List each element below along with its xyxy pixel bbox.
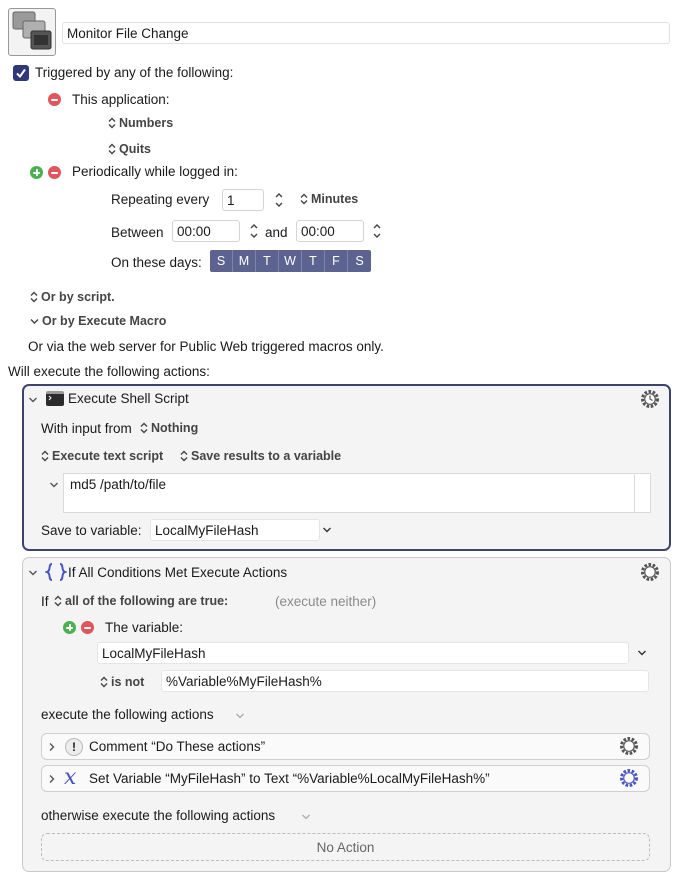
compare-value-field[interactable]: %Variable%MyFileHash%: [161, 670, 649, 692]
day-sunday[interactable]: S: [210, 250, 233, 272]
application-popup[interactable]: [108, 116, 173, 130]
terminal-prompt-glyph: [46, 394, 64, 406]
updown-chevron-icon: [108, 117, 116, 129]
day-monday[interactable]: M: [233, 250, 256, 272]
updown-chevron-icon: [41, 450, 49, 462]
triggered-checkbox[interactable]: [13, 65, 29, 81]
by-script-label: Or by script.: [41, 290, 115, 304]
if-title: If All Conditions Met Execute Actions: [68, 565, 288, 580]
updown-chevron-icon: [300, 193, 308, 205]
stepper-arrows-icon: [274, 191, 284, 209]
script-collapse-chevron-icon[interactable]: [49, 480, 59, 490]
time-end-stepper[interactable]: [369, 220, 385, 242]
execute-neither-label: (execute neither): [275, 594, 377, 609]
updown-chevron-icon: [54, 595, 62, 607]
macro-name-field[interactable]: Monitor File Change: [62, 22, 670, 44]
updown-chevron-icon: [140, 422, 148, 434]
chevron-down-icon: [30, 317, 39, 326]
setvar-title: Set Variable “MyFileHash” to Text “%Variable%LocalMyFileHash%”: [89, 771, 490, 786]
triggered-label: Triggered by any of the following:: [35, 65, 234, 80]
results-value: Save results to a variable: [191, 449, 342, 463]
app-event-popup[interactable]: [108, 142, 151, 156]
macro-icon[interactable]: [8, 8, 56, 56]
checkmark-icon: [15, 67, 27, 79]
stepper-arrows-icon: [372, 222, 382, 240]
macro-window-icon: [9, 9, 55, 55]
comment-expand-chevron-icon[interactable]: [47, 742, 57, 752]
condition-mode-value: all of the following are true:: [65, 594, 229, 608]
time-start-field[interactable]: 00:00: [172, 220, 240, 242]
terminal-icon: [46, 391, 64, 406]
else-label: otherwise execute the following actions: [41, 808, 276, 823]
this-application-label: This application:: [72, 92, 170, 107]
input-from-popup[interactable]: [140, 421, 198, 435]
updown-chevron-icon: [180, 450, 188, 462]
script-mode-popup[interactable]: [41, 449, 163, 463]
remove-condition-button[interactable]: [81, 621, 94, 634]
app-event-value: Quits: [119, 142, 151, 156]
variable-dropdown-chevron-icon[interactable]: [322, 525, 332, 535]
application-value: Numbers: [119, 116, 174, 130]
comment-icon: !: [65, 738, 83, 756]
add-periodic-trigger-button[interactable]: [30, 166, 43, 179]
then-menu-chevron-icon[interactable]: [235, 711, 245, 721]
updown-chevron-icon: [108, 143, 116, 155]
and-label: and: [265, 225, 288, 240]
setvar-expand-chevron-icon[interactable]: [47, 774, 57, 784]
script-text: md5 /path/to/file: [70, 477, 167, 492]
remove-app-trigger-button[interactable]: [48, 93, 61, 106]
day-wednesday[interactable]: W: [279, 250, 302, 272]
gear-icon[interactable]: [640, 562, 660, 582]
no-action-label: No Action: [316, 839, 375, 855]
day-tuesday[interactable]: T: [256, 250, 279, 272]
condition-variable-field[interactable]: LocalMyFileHash: [97, 642, 629, 664]
repeat-unit-value: Minutes: [311, 192, 359, 206]
gear-icon[interactable]: [619, 768, 639, 788]
time-end-field[interactable]: 00:00: [296, 220, 364, 242]
operator-value: is not: [111, 675, 145, 689]
day-thursday[interactable]: T: [302, 250, 325, 272]
time-start-stepper[interactable]: [246, 220, 262, 242]
by-script-popup[interactable]: [30, 290, 115, 304]
repeating-label: Repeating every: [111, 192, 210, 207]
script-mode-value: Execute text script: [52, 449, 164, 463]
gear-icon[interactable]: [619, 736, 639, 756]
operator-popup[interactable]: [100, 675, 144, 689]
shell-collapse-chevron-icon[interactable]: [28, 395, 38, 405]
updown-chevron-icon: [30, 291, 38, 303]
periodically-label: Periodically while logged in:: [72, 164, 238, 179]
stepper-arrows-icon: [249, 222, 259, 240]
day-saturday[interactable]: S: [348, 250, 371, 272]
days-label: On these days:: [111, 255, 202, 270]
then-label: execute the following actions: [41, 707, 214, 722]
input-from-value: Nothing: [151, 421, 199, 435]
script-scrollbar[interactable]: [634, 474, 635, 512]
input-from-label: With input from: [41, 421, 132, 436]
results-popup[interactable]: [180, 449, 341, 463]
gear-clock-icon[interactable]: [640, 389, 660, 409]
by-execute-macro-label: Or by Execute Macro: [42, 314, 167, 328]
else-menu-chevron-icon[interactable]: [301, 812, 311, 822]
remove-periodic-trigger-button[interactable]: [48, 166, 61, 179]
repeat-count-stepper[interactable]: [271, 189, 287, 211]
by-execute-macro-disclosure[interactable]: [30, 314, 166, 328]
braces-icon: [45, 562, 67, 582]
day-friday[interactable]: F: [325, 250, 348, 272]
variable-condition-label: The variable:: [105, 620, 184, 635]
script-text-area[interactable]: [63, 473, 651, 513]
condition-variable-chevron-icon[interactable]: [637, 648, 647, 658]
no-action-dropzone[interactable]: [41, 833, 650, 861]
repeat-unit-popup[interactable]: [300, 192, 358, 206]
shell-title: Execute Shell Script: [68, 391, 189, 406]
if-label: If: [41, 594, 49, 609]
between-label: Between: [111, 225, 164, 240]
comment-title: Comment “Do These actions”: [89, 739, 266, 754]
web-server-label: Or via the web server for Public Web triggered macros only.: [28, 339, 384, 354]
repeat-count-field[interactable]: 1: [222, 189, 264, 211]
if-collapse-chevron-icon[interactable]: [28, 568, 38, 578]
add-condition-button[interactable]: [63, 621, 76, 634]
variable-x-icon: 𝑥: [64, 765, 77, 790]
updown-chevron-icon: [100, 676, 108, 688]
save-variable-field[interactable]: LocalMyFileHash: [150, 519, 320, 541]
actions-header: Will execute the following actions:: [8, 364, 210, 379]
save-variable-label: Save to variable:: [41, 523, 142, 538]
condition-mode-popup[interactable]: [54, 594, 228, 608]
